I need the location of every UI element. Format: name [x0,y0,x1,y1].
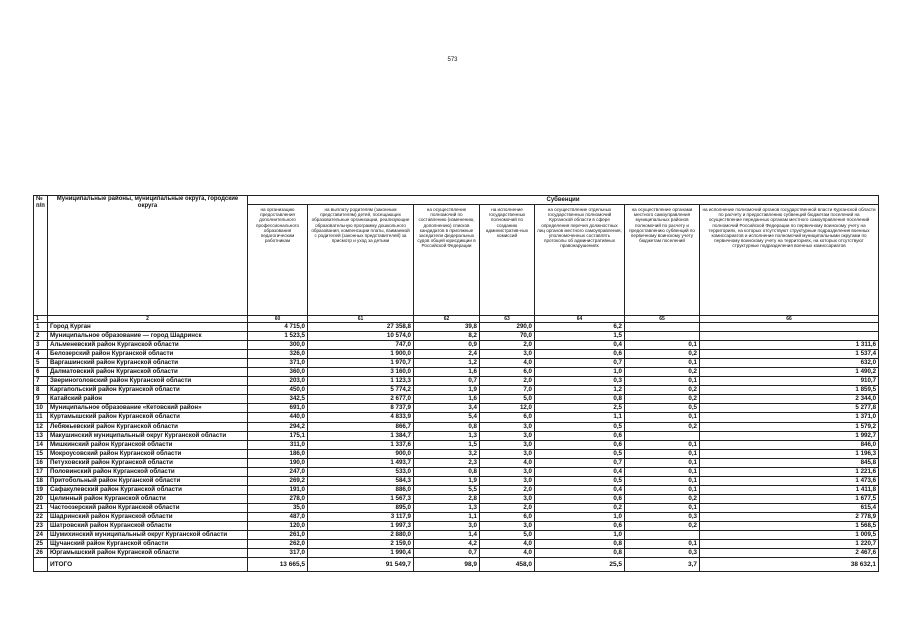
row-c61: 1 990,4 [308,549,414,558]
row-c63: 12,0 [480,404,535,413]
row-c63: 4,0 [480,458,535,467]
row-c60: 294,2 [248,422,308,431]
row-name: Шадринский район Курганской области [48,512,248,521]
row-c62: 1,3 [414,431,480,440]
row-c64: 0,5 [535,449,625,458]
row-c63: 5,0 [480,395,535,404]
row-c60: 360,0 [248,368,308,377]
table-row [34,431,879,440]
row-index: 23 [34,522,48,531]
row-c63: 3,0 [480,350,535,359]
row-name: Частоозерский район Курганской области [48,503,248,512]
row-c61: 1 567,3 [308,494,414,503]
row-c62: 5,5 [414,485,480,494]
row-c64: 0,6 [535,431,625,440]
row-name: Макушинский муниципальный округ Курганской области [48,431,248,440]
row-c62: 39,8 [414,323,480,332]
row-c60: 487,0 [248,512,308,521]
row-index: 9 [34,395,48,404]
row-c64: 0,7 [535,458,625,467]
row-index: 8 [34,386,48,395]
col-60-header: на организацию предоставления дополнительного профессионального образования педагогическим работникам [248,205,308,316]
row-index: 15 [34,449,48,458]
row-c62: 1,9 [414,386,480,395]
row-c63: 3,0 [480,431,535,440]
row-c66: 2 344,0 [700,395,879,404]
row-c61: 2 880,0 [308,531,414,540]
row-c61: 1 900,0 [308,350,414,359]
row-index: 26 [34,549,48,558]
table-row [34,503,879,512]
row-c66 [700,332,879,341]
row-c61: 3 160,0 [308,368,414,377]
row-c62: 0,8 [414,422,480,431]
row-c60: 261,0 [248,531,308,540]
row-name: Шумихинский муниципальный округ Курганской области [48,531,248,540]
row-name: Мишкинский район Курганской области [48,440,248,449]
subsidies-table [33,195,879,572]
row-c64: 0,4 [535,467,625,476]
row-c66: 1 473,6 [700,476,879,485]
row-c60: 262,0 [248,540,308,549]
row-c60: 311,0 [248,440,308,449]
row-c63: 4,0 [480,359,535,368]
row-index: 3 [34,341,48,350]
row-c65: 0,2 [625,386,700,395]
col-64-header: на осуществление отдельных государственных полномочий Курганской области в сфере определения перечня должностных лиц органов местного самоуправления, уполномоченных составлять протоколы об административных правонарушениях [535,205,625,316]
row-name: Лебяжьевский район Курганской области [48,422,248,431]
row-index: 10 [34,404,48,413]
row-c61: 1 384,7 [308,431,414,440]
row-c60: 247,0 [248,467,308,476]
row-name: Муниципальное образование — город Шадринск [48,332,248,341]
row-c66: 632,0 [700,359,879,368]
row-c66: 1 579,2 [700,422,879,431]
name-header: Муниципальные районы, муниципальные округа, городские округа [48,196,248,316]
total-c63: 458,0 [480,558,535,572]
page-number: 573 [447,57,458,63]
row-c65: 0,3 [625,512,700,521]
subsidies-header: Субвенции [248,196,879,205]
row-c64: 1,2 [535,386,625,395]
row-c64: 0,8 [535,395,625,404]
row-c63: 6,0 [480,368,535,377]
row-c64: 0,6 [535,494,625,503]
table-row [34,422,879,431]
row-c61: 2 677,0 [308,395,414,404]
row-c62: 0,7 [414,377,480,386]
row-c64: 1,5 [535,332,625,341]
table-row [34,476,879,485]
row-c66: 1 009,5 [700,531,879,540]
row-index: 18 [34,476,48,485]
row-name: Варгашинский район Курганской области [48,359,248,368]
row-c64: 1,0 [535,368,625,377]
row-c66: 1 568,5 [700,522,879,531]
row-c65: 0,1 [625,449,700,458]
row-c62: 1,6 [414,368,480,377]
row-c64: 0,6 [535,440,625,449]
row-c64: 0,3 [535,377,625,386]
row-c65: 0,1 [625,413,700,422]
row-c62: 1,6 [414,395,480,404]
table-row [34,350,879,359]
row-c63: 3,0 [480,467,535,476]
row-c60: 278,0 [248,494,308,503]
num-header: № п/п [34,196,48,316]
total-row [34,558,879,572]
row-name: Щучанский район Курганской области [48,540,248,549]
row-c65: 0,5 [625,404,700,413]
row-c61: 866,7 [308,422,414,431]
row-c66: 1 411,8 [700,485,879,494]
row-c60: 691,0 [248,404,308,413]
table-row [34,332,879,341]
row-c61: 1 337,6 [308,440,414,449]
row-c62: 1,3 [414,503,480,512]
col-62-header: на осуществление полномочий по составлению (изменению, дополнению) списков кандидатов в присяжные заседатели федеральных судов общей юрисдикции в Российской Федерации [414,205,480,316]
column-numbers-row [34,316,879,323]
table-row [34,395,879,404]
table-row [34,404,879,413]
table-row [34,386,879,395]
row-index: 13 [34,431,48,440]
row-c62: 1,5 [414,440,480,449]
total-index [34,558,48,572]
row-c64: 0,5 [535,422,625,431]
row-c65: 0,2 [625,422,700,431]
row-c62: 8,2 [414,332,480,341]
row-index: 25 [34,540,48,549]
row-name: Муниципальное образование «Кетовский район» [48,404,248,413]
row-index: 20 [34,494,48,503]
row-c63: 3,0 [480,476,535,485]
row-c62: 3,2 [414,449,480,458]
row-c60: 317,0 [248,549,308,558]
row-c65: 0,2 [625,494,700,503]
row-name: Альменевский район Курганской области [48,341,248,350]
row-c65: 0,1 [625,359,700,368]
row-index: 11 [34,413,48,422]
row-c64: 0,7 [535,359,625,368]
row-c60: 190,0 [248,458,308,467]
row-c60: 203,0 [248,377,308,386]
table-row [34,531,879,540]
row-c61: 584,3 [308,476,414,485]
row-name: Целинный район Курганской области [48,494,248,503]
row-c62: 1,1 [414,512,480,521]
row-c66: 1 311,6 [700,341,879,350]
total-label: ИТОГО [48,558,248,572]
row-c65: 0,2 [625,522,700,531]
col-number: 61 [308,316,414,323]
col-65-header: на осуществление органами местного самоуправления муниципальных районов полномочий по расчету и предоставлению субвенций по первичному воинскому учету бюджетам поселений [625,205,700,316]
row-index: 17 [34,467,48,476]
table-row [34,512,879,521]
row-name: Катайский район [48,395,248,404]
row-c60: 1 523,5 [248,332,308,341]
row-c66: 1 196,3 [700,449,879,458]
row-c61: 1 493,7 [308,458,414,467]
total-c64: 25,5 [535,558,625,572]
row-c65: 0,1 [625,540,700,549]
row-c65: 0,1 [625,503,700,512]
row-c63: 3,0 [480,422,535,431]
row-c66: 615,4 [700,503,879,512]
row-name: Шатровский район Курганской области [48,522,248,531]
table-row [34,359,879,368]
row-c64: 6,2 [535,323,625,332]
row-c66: 1 677,5 [700,494,879,503]
row-c61: 1 970,7 [308,359,414,368]
col-number: 64 [535,316,625,323]
row-c66: 1 221,6 [700,467,879,476]
row-c65: 0,1 [625,377,700,386]
row-c60: 35,0 [248,503,308,512]
row-index: 14 [34,440,48,449]
row-c63: 4,0 [480,540,535,549]
row-c62: 1,4 [414,531,480,540]
row-c62: 0,7 [414,549,480,558]
col-number: 66 [700,316,879,323]
col-number: 60 [248,316,308,323]
row-c64: 2,5 [535,404,625,413]
row-c62: 0,9 [414,341,480,350]
table-row [34,377,879,386]
row-c60: 120,0 [248,522,308,531]
row-c64: 0,4 [535,341,625,350]
row-c64: 0,8 [535,549,625,558]
row-c61: 10 574,0 [308,332,414,341]
row-c65: 0,1 [625,476,700,485]
row-name: Петуховский район Курганской области [48,458,248,467]
row-c63: 2,0 [480,485,535,494]
row-c63: 3,0 [480,449,535,458]
row-name: Белозерский район Курганской области [48,350,248,359]
row-name: Притобольный район Курганской области [48,476,248,485]
row-c65: 0,2 [625,395,700,404]
row-c63: 3,0 [480,522,535,531]
row-c60: 371,0 [248,359,308,368]
row-c61: 8 737,9 [308,404,414,413]
row-name: Куртамышский район Курганской области [48,413,248,422]
col-number: 62 [414,316,480,323]
row-c66: 845,8 [700,458,879,467]
table-row [34,458,879,467]
row-c60: 326,0 [248,350,308,359]
row-c63: 70,0 [480,332,535,341]
table-row [34,494,879,503]
table-row [34,540,879,549]
row-c60: 269,2 [248,476,308,485]
row-c66: 1 371,0 [700,413,879,422]
row-index: 7 [34,377,48,386]
row-name: Половинский район Курганской области [48,467,248,476]
row-c64: 0,4 [535,485,625,494]
row-c64: 0,2 [535,503,625,512]
row-c65: 0,1 [625,341,700,350]
row-c61: 900,0 [308,449,414,458]
row-c62: 4,2 [414,540,480,549]
row-c60: 300,0 [248,341,308,350]
row-c60: 4 715,0 [248,323,308,332]
row-c65 [625,332,700,341]
row-index: 1 [34,323,48,332]
row-index: 21 [34,503,48,512]
row-c66: 2 467,6 [700,549,879,558]
row-c66: 846,0 [700,440,879,449]
row-name: Каргапольский район Курганской области [48,386,248,395]
row-c63: 5,0 [480,531,535,540]
col-61-header: на выплату родителям (законным представителям) детей, посещающих образовательные организации, реализующие образовательную программу дошкольного образования, компенсации платы, взимаемой с родителей (законных представителей) за присмотр и уход за детьми [308,205,414,316]
row-index: 24 [34,531,48,540]
row-c63: 6,0 [480,512,535,521]
row-name: Сафакулевский район Курганской области [48,485,248,494]
row-c63: 2,0 [480,503,535,512]
row-c63: 7,0 [480,386,535,395]
row-c65: 0,1 [625,485,700,494]
row-c60: 440,0 [248,413,308,422]
row-index: 4 [34,350,48,359]
row-c65 [625,431,700,440]
row-c63: 3,0 [480,494,535,503]
row-c65: 0,1 [625,458,700,467]
table-row [34,413,879,422]
total-c62: 98,9 [414,558,480,572]
row-c65 [625,323,700,332]
row-c66: 1 992,7 [700,431,879,440]
row-c66: 1 220,7 [700,540,879,549]
row-c63: 2,0 [480,377,535,386]
row-index: 12 [34,422,48,431]
row-c61: 1 123,3 [308,377,414,386]
col-63-header: на исполнение государственных полномочий по созданию административ-ных комиссий [480,205,535,316]
row-index: 6 [34,368,48,377]
row-c63: 3,0 [480,440,535,449]
row-c64: 0,8 [535,540,625,549]
row-c66: 910,7 [700,377,879,386]
row-c60: 175,1 [248,431,308,440]
row-c61: 3 117,9 [308,512,414,521]
table-row [34,467,879,476]
row-c62: 2,8 [414,494,480,503]
row-index: 2 [34,332,48,341]
row-c62: 3,4 [414,404,480,413]
row-c66: 1 490,2 [700,368,879,377]
row-c65 [625,531,700,540]
row-c60: 342,5 [248,395,308,404]
row-c66: 1 537,4 [700,350,879,359]
row-c65: 0,3 [625,549,700,558]
row-c66: 1 859,5 [700,386,879,395]
row-c60: 191,0 [248,485,308,494]
row-c61: 533,0 [308,467,414,476]
row-c65: 0,2 [625,368,700,377]
row-c63: 2,0 [480,341,535,350]
row-c64: 1,1 [535,413,625,422]
row-c61: 2 159,0 [308,540,414,549]
row-c62: 2,4 [414,350,480,359]
row-c62: 3,0 [414,522,480,531]
row-c61: 1 997,3 [308,522,414,531]
row-name: Звериноголовский район Курганской области [48,377,248,386]
row-c65: 0,1 [625,440,700,449]
row-name: Мокроусовский район Курганской области [48,449,248,458]
col-number: 2 [48,316,248,323]
row-c62: 1,9 [414,476,480,485]
row-c66 [700,323,879,332]
table-row [34,522,879,531]
table-row [34,449,879,458]
row-name: Город Курган [48,323,248,332]
table-row [34,341,879,350]
row-c61: 895,0 [308,503,414,512]
row-c61: 5 774,2 [308,386,414,395]
row-index: 19 [34,485,48,494]
row-c66: 5 277,8 [700,404,879,413]
total-c65: 3,7 [625,558,700,572]
row-c63: 4,0 [480,549,535,558]
total-c61: 91 549,7 [308,558,414,572]
row-c64: 1,0 [535,512,625,521]
total-c60: 13 665,5 [248,558,308,572]
row-c60: 450,0 [248,386,308,395]
row-c65: 0,2 [625,350,700,359]
row-c63: 290,0 [480,323,535,332]
row-c61: 747,0 [308,341,414,350]
row-name: Далматовский район Курганской области [48,368,248,377]
table-row [34,549,879,558]
col-number: 65 [625,316,700,323]
row-c62: 1,2 [414,359,480,368]
row-c64: 0,6 [535,350,625,359]
row-c61: 4 833,9 [308,413,414,422]
col-number: 63 [480,316,535,323]
row-c66: 2 778,9 [700,512,879,521]
total-c66: 38 632,1 [700,558,879,572]
row-c61: 886,0 [308,485,414,494]
row-c61: 27 358,8 [308,323,414,332]
row-c64: 0,6 [535,522,625,531]
row-c64: 1,0 [535,531,625,540]
row-c62: 5,4 [414,413,480,422]
row-index: 22 [34,512,48,521]
table-row [34,323,879,332]
table-row [34,440,879,449]
row-c65: 0,1 [625,467,700,476]
col-number: 1 [34,316,48,323]
row-name: Юргамышский район Курганской области [48,549,248,558]
row-index: 5 [34,359,48,368]
row-c62: 0,8 [414,467,480,476]
row-c64: 0,5 [535,476,625,485]
col-66-header: на исполнение полномочий органов государственной власти Курганской области по расчету и предоставлению субвенций бюджетам поселений на осуществление переданных органам местного самоуправления поселений полномочий Российской Федерации по первичному воинскому учету на территориях, на которых отсутствуют структурные подразделения военных комиссариатов и исполнение полномочий муниципальными округами по первичному воинскому учету на территориях, на которых отсутствуют структурные подразделения военных комиссариатов [700,205,879,316]
row-c62: 2,3 [414,458,480,467]
table-row [34,485,879,494]
row-c60: 186,0 [248,449,308,458]
row-c63: 6,0 [480,413,535,422]
row-index: 16 [34,458,48,467]
table-row [34,368,879,377]
